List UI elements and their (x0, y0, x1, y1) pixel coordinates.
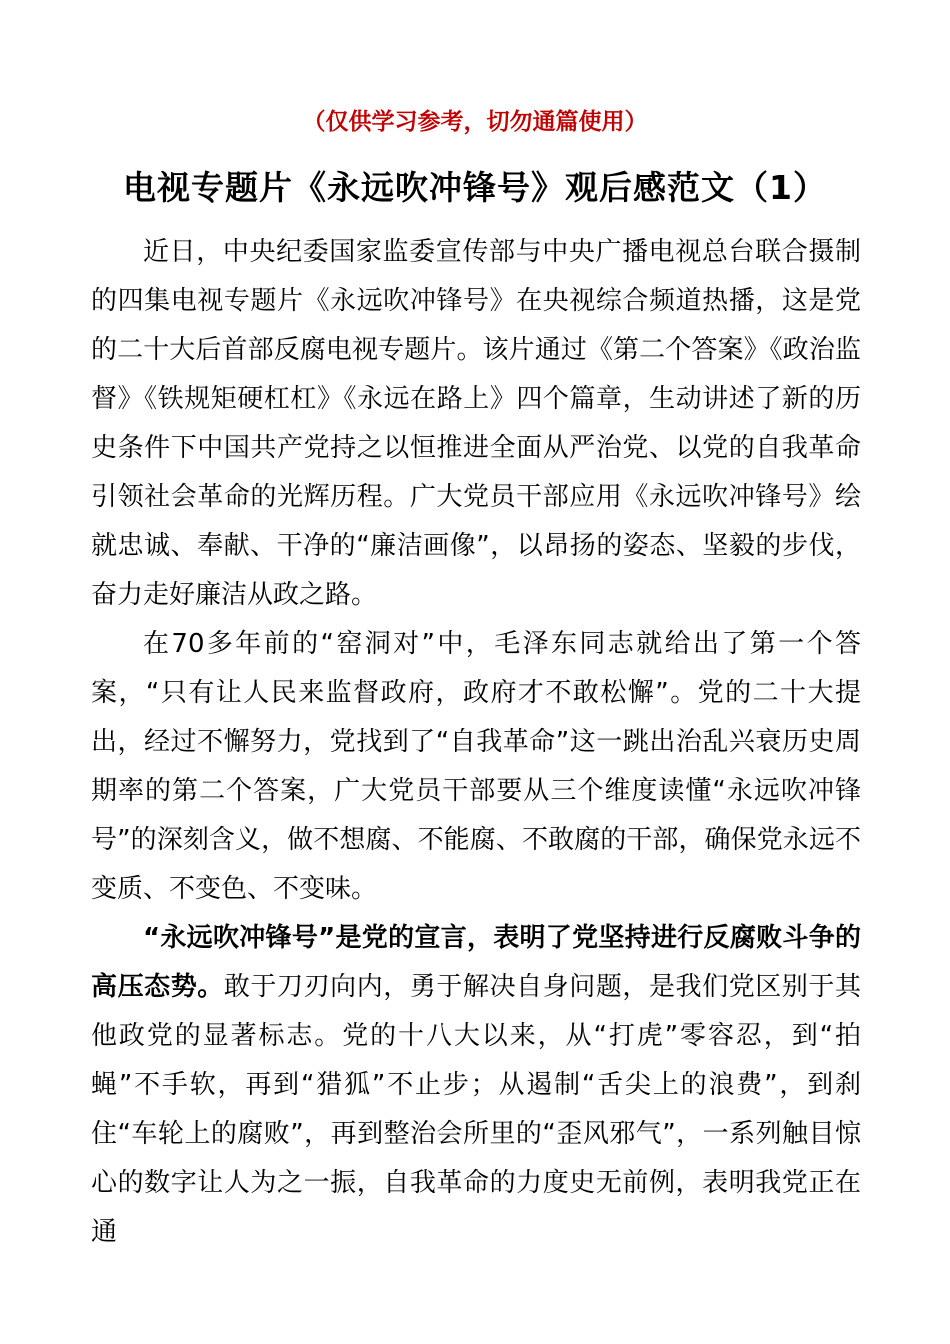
paragraph-3 (91, 914, 861, 1257)
usage-note: （仅供学习参考，切勿通篇使用） (302, 109, 648, 135)
paragraph-text: 近日，中央纪委国家监委宣传部与中央广播电视总台联合摄制的四集电视专题片《永远吹冲锋号》在央视综合频道热播，这是党的二十大后首部反腐电视专题片。该片通过《第二个答案》《政治监督》《铁规矩硬杠杠》《永远在路上》四个篇章，生动讲述了新的历史条件下中国共产党持之以恒推进全面从严治党、以党的自我革命引领社会革命的光辉历程。广大党员干部应用《永远吹冲锋号》绘就忠诚、奉献、干净的“廉洁画像”，以昂扬的姿态、坚毅的步伐，奋力走好廉洁从政之路。 (91, 237, 861, 610)
paragraph-text: 在70多年前的“窑洞对”中，毛泽东同志就给出了第一个答案，“只有让人民来监督政府，政府才不敢松懈”。党的二十大提出，经过不懈努力，党找到了“自我革命”这一跳出治乱兴衰历史周期率的第二个答案，广大党员干部要从三个维度读懂“永远吹冲锋号”的深刻含义，做不想腐、不能腐、不敢腐的干部，确保党永远不变质、不变色、不变味。 (91, 629, 861, 904)
paragraph-1 (91, 228, 861, 620)
paragraph-2 (91, 620, 861, 914)
document-title: 电视专题片《永远吹冲锋号》观后感范文（1） (123, 168, 827, 207)
document-body (91, 228, 861, 1257)
paragraph-lead: “永远吹冲锋号”是党的宣言，表明了党坚持进行反腐败斗争的高压态势。 (91, 923, 861, 1002)
paragraph-text: 敢于刀刃向内，勇于解决自身问题，是我们党区别于其他政党的显著标志。党的十八大以来，从“打虎”零容忍，到“拍蝇”不手软，再到“猎狐”不止步；从遏制“舌尖上的浪费”，到刹住“车轮上的腐败”，再到整治会所里的“歪风邪气”，一系列触目惊心的数字让人为之一振，自我革命的力度史无前例，表明我党正在通 (91, 972, 861, 1247)
